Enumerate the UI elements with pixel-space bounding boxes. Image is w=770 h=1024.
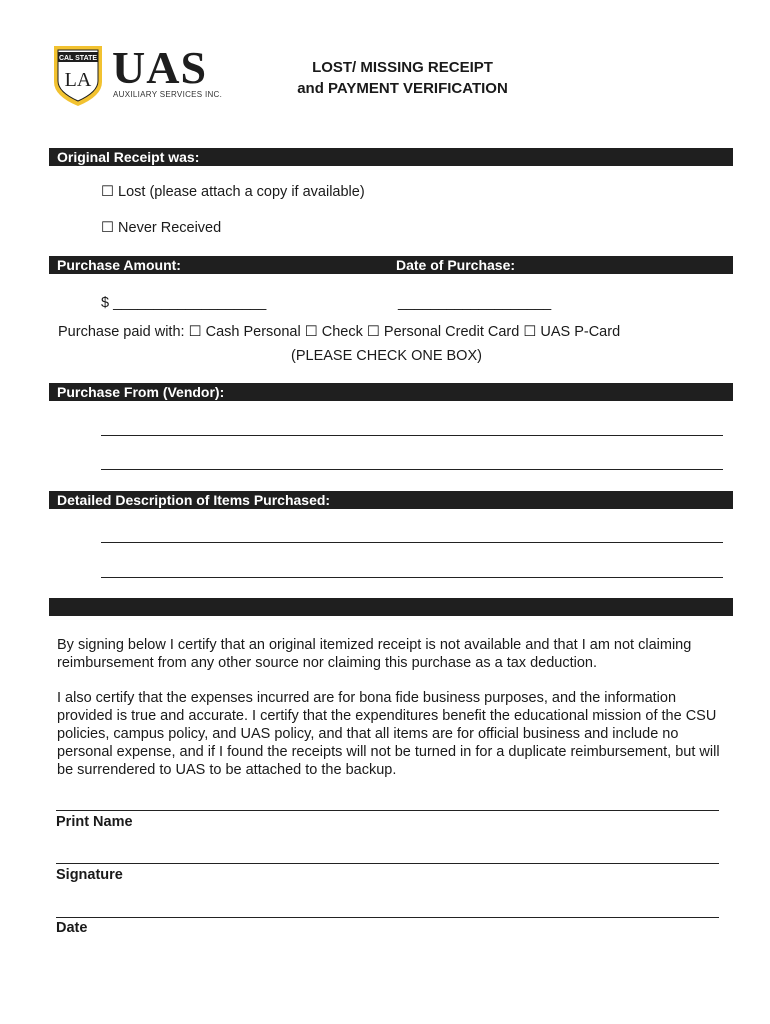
section-divider-bar [49,598,733,616]
section-original-receipt [49,148,733,166]
section-description-label: Detailed Description of Items Purchased: [57,492,331,508]
print-name-line[interactable] [56,810,719,811]
date-label: Date [56,920,88,936]
signature-line[interactable] [56,863,719,864]
section-purchase-amount-label: Purchase Amount: [57,257,181,273]
certification-paragraph-1: By signing below I certify that an original itemized receipt is not available and that I am not claiming reimbursement from any other source nor claiming this purchase as a tax deduction. [57,637,692,671]
shield-top-text: CAL STATE [58,55,98,62]
check-one-note: (PLEASE CHECK ONE BOX) [291,348,482,364]
option-never-received[interactable]: ☐ Never Received [101,220,222,236]
date-of-purchase-field[interactable]: ___________________ [398,295,552,311]
description-line-1[interactable] [101,542,723,543]
certification-paragraph-2: I also certify that the expenses incurred are for bona fide business purposes, and the information provided is true and accurate. I certify that the expenditures benefit the educational mission of the CSU policies, campus policy, and UAS policy, and that all items are for official business and include no personal expense, and if I found the receipts will not be turned in for a duplicate reimbursement, but will be surrendered to UAS to be attached to the backup. [57,690,720,778]
paid-with-options[interactable]: Purchase paid with: ☐ Cash Personal ☐ Check ☐ Personal Credit Card ☐ UAS P-Card [58,324,621,340]
vendor-line-2[interactable] [101,469,723,470]
section-date-of-purchase-label: Date of Purchase: [396,257,516,273]
description-line-2[interactable] [101,577,723,578]
print-name-label: Print Name [56,814,133,830]
title-line-2: and PAYMENT VERIFICATION [297,80,508,97]
section-description [49,491,733,509]
purchase-amount-field[interactable]: $ ___________________ [101,295,267,311]
section-original-receipt-label: Original Receipt was: [57,149,200,165]
section-vendor [49,383,733,401]
date-line[interactable] [56,917,719,918]
certification-text [57,636,733,779]
cal-state-la-shield-logo [50,40,106,108]
logo-wordmark: UAS [112,42,208,93]
document-title [260,57,545,99]
vendor-line-1[interactable] [101,435,723,436]
signature-label: Signature [56,867,123,883]
title-line-1: LOST/ MISSING RECEIPT [312,59,493,76]
logo-subtitle: AUXILIARY SERVICES INC. [113,90,223,99]
section-vendor-label: Purchase From (Vendor): [57,384,225,400]
option-lost[interactable]: ☐ Lost (please attach a copy if available) [101,184,365,200]
section-purchase-amount [49,256,733,274]
shield-main-text: LA [64,69,92,91]
